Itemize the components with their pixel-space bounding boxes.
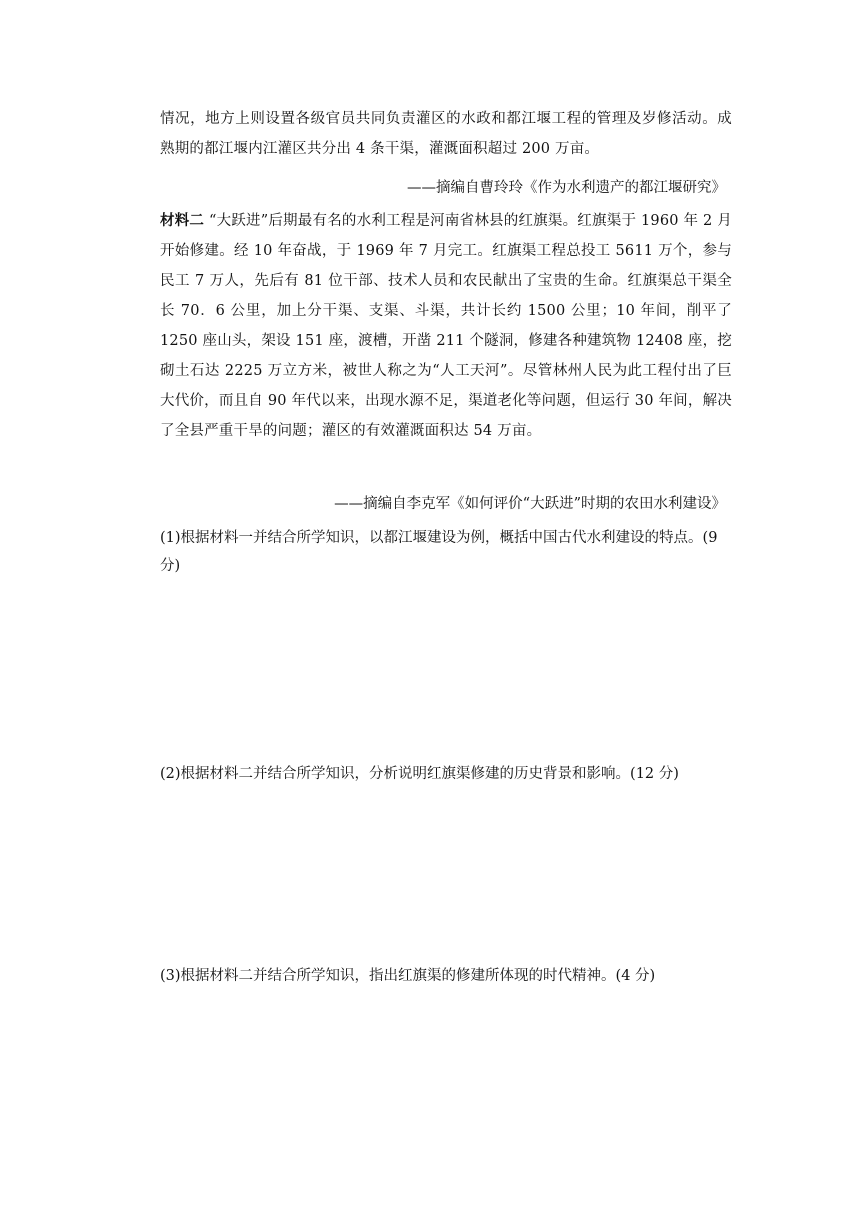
material-two-paragraph	[160, 206, 732, 446]
question-3: (3)根据材料二并结合所学知识，指出红旗渠的修建所体现的时代精神。(4 分)	[160, 968, 656, 984]
material-two-label: 材料二	[160, 212, 205, 229]
question-1: (1)根据材料一并结合所学知识，以都江堰建设为例，概括中国古代水利建设的特点。(9 分)	[160, 530, 718, 574]
material-one-text: 情况，地方上则设置各级官员共同负责灌区的水政和都江堰工程的管理及岁修活动。成熟期的都江堰内江灌区共分出 4 条干渠，灌溉面积超过 200 万亩。	[160, 111, 732, 157]
material-two-text: “大跃进”后期最有名的水利工程是河南省林县的红旗渠。红旗渠于 1960 年 2 月开始修建。经 10 年奋战，于 1969 年 7 月完工。红旗渠工程总投工 5611 万个，参与民工 7 万人，先后有 81 位干部、技术人员和农民献出了宝贵的生命。红旗渠总干渠全长 70．6 公里，加上分干渠、支渠、斗渠，共计长约 1500 公里；10 年间，削平了 1250 座山头，架设 151 座，渡槽，开凿 211 个隧洞，修建各种建筑物 12408 座，挖砌土石达 2225 万立方米，被世人称之为“人工天河”。尽管林州人民为此工程付出了巨大代价，而且自 90 年代以来，出现水源不足，渠道老化等问题，但运行 30 年间，解决了全县严重干旱的问题；灌区的有效灌溉面积达 54 万亩。	[160, 213, 732, 439]
material-one-source: ——摘编自曹玲玲《作为水利遗产的都江堰研究》	[407, 180, 726, 196]
material-one-paragraph	[160, 104, 732, 164]
question-2: (2)根据材料二并结合所学知识，分析说明红旗渠修建的历史背景和影响。(12 分)	[160, 766, 679, 782]
material-two-source: ——摘编自李克军《如何评价“大跃进”时期的农田水利建设》	[334, 496, 726, 512]
